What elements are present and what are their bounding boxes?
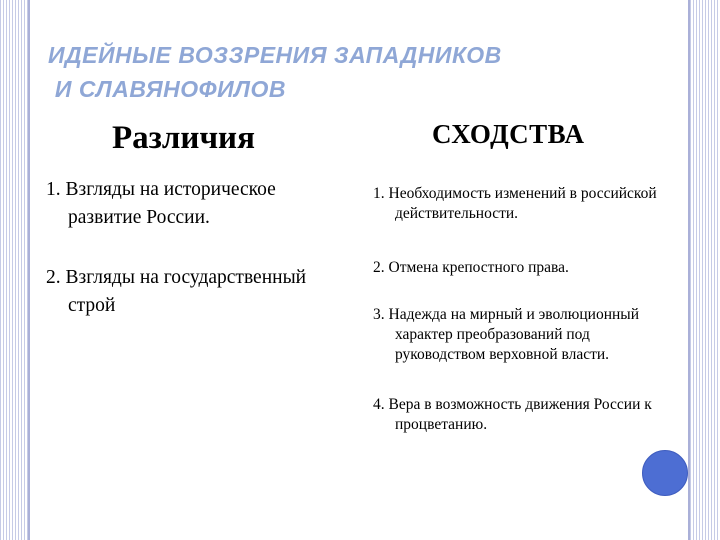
list-item: 2. Взгляды на государственный строй [46,267,307,316]
differences-heading: Различия [112,120,255,156]
slide-title [48,38,668,106]
right-border-line [688,0,690,540]
list-item: 3. Надежда на мирный и эволюционный характер преобразований под руководством верховной власти. [373,306,640,363]
list-item: 1. Взгляды на историческое развитие России. [46,179,276,228]
list-item: 1. Необходимость изменений в российской действительности. [373,185,657,222]
left-border-decoration [0,0,28,540]
slide-title-line-1: ИДЕЙНЫЕ ВОЗЗРЕНИЯ ЗАПАДНИКОВ [48,42,502,68]
differences-list [46,176,346,352]
similarities-heading: СХОДСТВА [432,119,585,149]
slide-title-line-2: И СЛАВЯНОФИЛОВ [48,76,286,102]
list-item: 4. Вера в возможность движения России к процветанию. [373,396,652,433]
decorative-circle [642,450,688,496]
list-item: 2. Отмена крепостного права. [373,259,569,276]
right-border-decoration [690,0,720,540]
left-border-line [28,0,30,540]
similarities-list [373,184,683,435]
